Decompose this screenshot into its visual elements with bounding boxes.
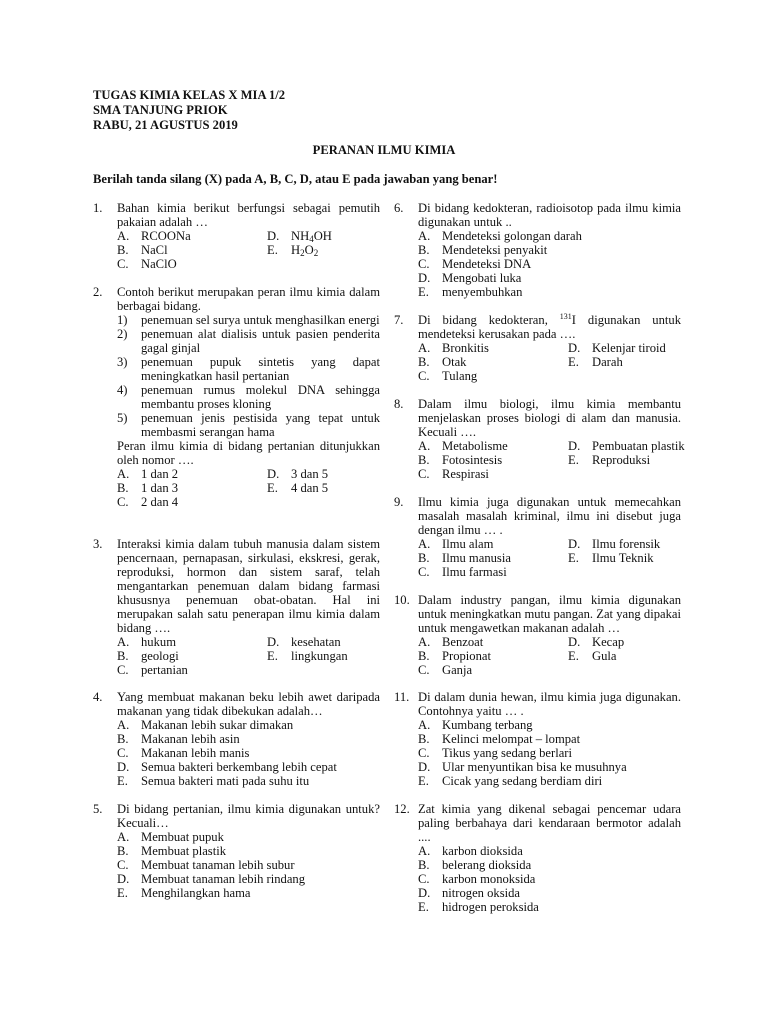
option-c[interactable]: C. Tikus yang sedang berlari: [418, 746, 573, 760]
option-d[interactable]: D. kesehatan: [267, 635, 341, 649]
option-b[interactable]: B. 1 dan 3: [117, 481, 179, 495]
option-a[interactable]: A. Metabolisme: [418, 439, 508, 453]
option-b[interactable]: B. Propionat: [418, 649, 491, 663]
option-d[interactable]: D. nitrogen oksida: [418, 886, 520, 900]
option-e[interactable]: E. Reproduksi: [568, 453, 651, 467]
option-a[interactable]: A. Bronkitis: [418, 341, 489, 355]
option-b[interactable]: B. Otak: [418, 355, 467, 369]
option-b[interactable]: B. Fotosintesis: [418, 453, 503, 467]
option-a[interactable]: A. RCOONa: [117, 229, 191, 243]
option-c[interactable]: C. 2 dan 4: [117, 495, 179, 509]
option-d[interactable]: D. Mengobati luka: [418, 271, 522, 285]
option-b[interactable]: B. Membuat plastik: [117, 844, 226, 858]
option-e[interactable]: E. Semua bakteri mati pada suhu itu: [117, 774, 310, 788]
question-5: [93, 802, 380, 900]
option-c[interactable]: C. pertanian: [117, 663, 188, 677]
option-c[interactable]: C. karbon monoksida: [418, 872, 536, 886]
question-number: 4.: [93, 690, 103, 704]
option-d[interactable]: D. Membuat tanaman lebih rindang: [117, 872, 306, 886]
option-a[interactable]: A. karbon dioksida: [418, 844, 523, 858]
question-number: 12.: [394, 802, 410, 816]
option-e[interactable]: E. Ilmu Teknik: [568, 551, 654, 565]
option-e[interactable]: E. $H_2O_2$: [267, 243, 319, 258]
list-item: 1) penemuan sel surya untuk menghasilkan energi: [117, 313, 380, 327]
header-school: SMA TANJUNG PRIOK: [93, 103, 228, 117]
option-c[interactable]: C. Membuat tanaman lebih subur: [117, 858, 295, 872]
option-c[interactable]: C. Ilmu farmasi: [418, 565, 507, 579]
list-item: 4) penemuan rumus molekul DNA sehingga membantu proses kloning: [117, 383, 380, 411]
option-c[interactable]: C. Respirasi: [418, 467, 489, 481]
option-e[interactable]: E. Gula: [568, 649, 617, 663]
question-number: 7.: [394, 313, 404, 327]
instruction: Berilah tanda silang (X) pada A, B, C, D, atau E pada jawaban yang benar!: [93, 172, 498, 186]
option-b[interactable]: B. Kelinci melompat – lompat: [418, 732, 581, 746]
option-e[interactable]: E. Darah: [568, 355, 623, 369]
question-1: [93, 201, 380, 271]
question-number: 6.: [394, 201, 404, 215]
list-item: 3) penemuan pupuk sintetis yang dapat meningkatkan hasil pertanian: [117, 355, 380, 383]
option-c[interactable]: C. Ganja: [418, 663, 473, 677]
option-c[interactable]: C. Makanan lebih manis: [117, 746, 250, 760]
question-stem: Dalam industry pangan, ilmu kimia digunakan untuk meningkatkan mutu pangan. Zat yang dipakai untuk mengawetkan makanan adalah …: [418, 593, 681, 635]
option-a[interactable]: A. Mendeteksi golongan darah: [418, 229, 582, 243]
option-a[interactable]: A. Ilmu alam: [418, 537, 494, 551]
question-11: [394, 690, 681, 788]
question-number: 5.: [93, 802, 103, 816]
question-number: 11.: [394, 690, 410, 704]
question-4: [93, 690, 380, 788]
option-d[interactable]: D. 3 dan 5: [267, 467, 329, 481]
option-c[interactable]: C. NaClO: [117, 257, 177, 271]
question-stem: Yang membuat makanan beku lebih awet daripada makanan yang tidak dibekukan adalah…: [117, 690, 380, 718]
question-stem: Di bidang kedokteran, $^{131}$I digunakan untuk mendeteksi kerusakan pada ….: [418, 312, 681, 341]
option-b[interactable]: B. belerang dioksida: [418, 858, 532, 872]
question-12: [394, 802, 681, 914]
page-title: PERANAN ILMU KIMIA: [312, 143, 456, 157]
option-e[interactable]: E. lingkungan: [267, 649, 348, 663]
question-8: [394, 397, 685, 481]
list-item: 5) penemuan jenis pestisida yang tepat untuk membasmi serangan hama: [117, 411, 380, 439]
option-d[interactable]: D. Kecap: [568, 635, 625, 649]
option-b[interactable]: B. Makanan lebih asin: [117, 732, 240, 746]
question-number: 1.: [93, 201, 103, 215]
question-7: [394, 312, 681, 383]
option-b[interactable]: B. Ilmu manusia: [418, 551, 511, 565]
option-b[interactable]: B. Mendeteksi penyakit: [418, 243, 548, 257]
header-date: RABU, 21 AGUSTUS 2019: [93, 118, 238, 132]
question-number: 2.: [93, 285, 103, 299]
option-c[interactable]: C. Tulang: [418, 369, 478, 383]
question-prompt: Peran ilmu kimia di bidang pertanian ditunjukkan oleh nomor ….: [117, 439, 380, 467]
question-stem: Di bidang kedokteran, radioisotop pada ilmu kimia digunakan untuk ..: [418, 201, 681, 229]
option-d[interactable]: D. Ilmu forensik: [568, 537, 661, 551]
option-b[interactable]: B. NaCl: [117, 243, 168, 257]
option-d[interactable]: D. Pembuatan plastik: [568, 439, 685, 453]
question-stem: Di bidang pertanian, ilmu kimia digunakan untuk? Kecuali…: [117, 802, 380, 830]
question-number: 9.: [394, 495, 404, 509]
question-stem: Bahan kimia berikut berfungsi sebagai pemutih pakaian adalah …: [117, 201, 380, 229]
question-6: [394, 201, 681, 299]
question-stem: Contoh berikut merupakan peran ilmu kimia dalam berbagai bidang.: [117, 285, 380, 313]
option-d[interactable]: D. $NH_4OH$: [267, 229, 332, 244]
option-a[interactable]: A. Kumbang terbang: [418, 718, 533, 732]
option-a[interactable]: A. Makanan lebih sukar dimakan: [117, 718, 294, 732]
option-e[interactable]: E. menyembuhkan: [418, 285, 523, 299]
option-e[interactable]: E. 4 dan 5: [267, 481, 329, 495]
option-b[interactable]: B. geologi: [117, 649, 179, 663]
question-number: 10.: [394, 593, 410, 607]
question-number: 8.: [394, 397, 404, 411]
question-number: 3.: [93, 537, 103, 551]
option-d[interactable]: D. Semua bakteri berkembang lebih cepat: [117, 760, 337, 774]
header-class: TUGAS KIMIA KELAS X MIA 1/2: [93, 88, 286, 102]
option-a[interactable]: A. hukum: [117, 635, 176, 649]
option-e[interactable]: E. Cicak yang sedang berdiam diri: [418, 774, 603, 788]
document-header: [93, 88, 285, 133]
option-a[interactable]: A. Benzoat: [418, 635, 484, 649]
question-9: [394, 495, 681, 579]
question-stem: Ilmu kimia juga digunakan untuk memecahkan masalah masalah kriminal, ilmu ini disebut juga dengan ilmu … .: [418, 495, 681, 537]
option-e[interactable]: E. hidrogen peroksida: [418, 900, 539, 914]
question-3: [93, 537, 380, 677]
option-d[interactable]: D. Kelenjar tiroid: [568, 341, 666, 355]
question-stem: Zat kimia yang dikenal sebagai pencemar udara paling berbahaya dari kendaraan bermotor adalah ....: [418, 802, 681, 844]
option-d[interactable]: D. Ular menyuntikan bisa ke musuhnya: [418, 760, 627, 774]
question-stem: Dalam ilmu biologi, ilmu kimia membantu menjelaskan proses biologi di alam dan manusia. Kecuali ….: [418, 397, 681, 439]
question-2: [93, 285, 380, 509]
option-c[interactable]: C. Mendeteksi DNA: [418, 257, 532, 271]
option-a[interactable]: A. Membuat pupuk: [117, 830, 224, 844]
question-stem: Interaksi kimia dalam tubuh manusia dalam sistem pencernaan, pernapasan, sirkulasi, ekskresi, gerak, reproduksi, hormon dan sistem saraf, telah mengantarkan penemuan dalam bidang farmasi khususnya penemuan obat-obatan. Hal ini merupakan salah satu penerapan ilmu kimia dalam bidang ….: [117, 537, 380, 635]
question-10: [394, 593, 681, 677]
question-stem: Di dalam dunia hewan, ilmu kimia juga digunakan. Contohnya yaitu … .: [418, 690, 681, 718]
option-e[interactable]: E. Menghilangkan hama: [117, 886, 251, 900]
list-item: 2) penemuan alat dialisis untuk pasien penderita gagal ginjal: [117, 327, 380, 355]
option-a[interactable]: A. 1 dan 2: [117, 467, 179, 481]
